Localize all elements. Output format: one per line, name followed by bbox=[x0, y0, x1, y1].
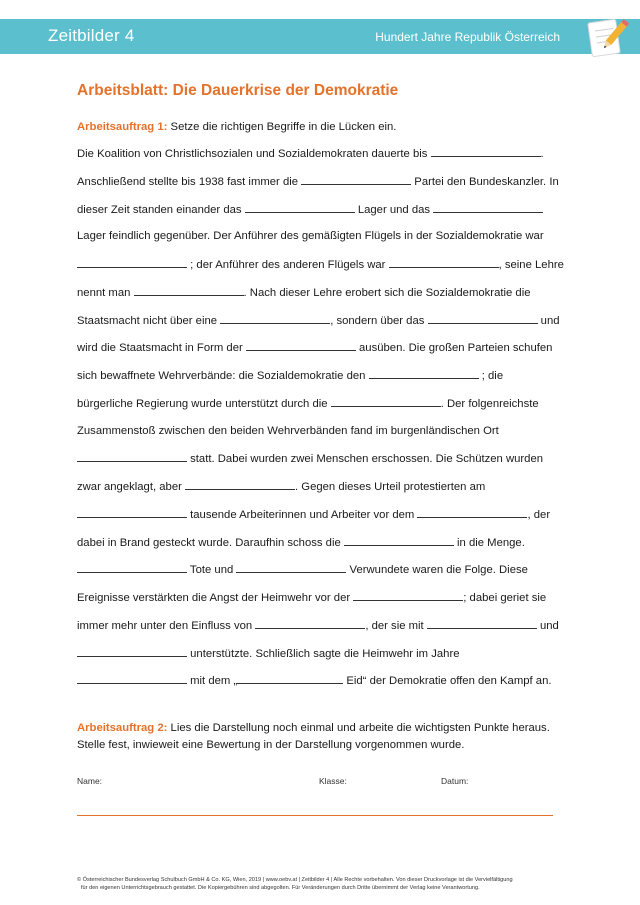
blank-field[interactable] bbox=[237, 671, 343, 684]
text-segment: nennt man bbox=[77, 286, 134, 299]
task2 bbox=[77, 720, 567, 754]
class-label: Klasse: bbox=[319, 776, 347, 786]
blank-field[interactable] bbox=[77, 449, 187, 462]
text-segment: Ereignisse verstärkten die Angst der Heimwehr vor der bbox=[77, 592, 354, 604]
text-line bbox=[77, 671, 567, 699]
blank-field[interactable] bbox=[77, 255, 187, 268]
blank-field[interactable] bbox=[417, 505, 527, 518]
header-title: Zeitbilder 4 bbox=[48, 26, 135, 45]
text-segment: und bbox=[536, 619, 559, 632]
blank-field[interactable] bbox=[427, 616, 537, 629]
blank-field[interactable] bbox=[236, 560, 346, 573]
text-segment: statt. Dabei wurden zwei Menschen erschossen. Die Schützen wurden bbox=[187, 453, 544, 466]
text-segment: in die Menge. bbox=[453, 536, 525, 549]
text-segment: wird die Staatsmacht in Form der bbox=[77, 342, 246, 355]
task1 bbox=[77, 118, 396, 136]
text-line bbox=[77, 283, 567, 311]
text-segment: tausende Arbeiterinnen und Arbeiter vor dem bbox=[187, 508, 418, 521]
text-line bbox=[77, 616, 567, 644]
blank-field[interactable] bbox=[246, 338, 356, 351]
text-segment: Zusammenstoß zwischen den beiden Wehrverbänden fand im burgenländischen Ort bbox=[77, 424, 499, 437]
blank-field[interactable] bbox=[77, 644, 187, 657]
task1-text: Setze die richtigen Begriffe in die Lücken ein. bbox=[167, 121, 397, 133]
text-segment: . Der folgenreichste bbox=[440, 397, 539, 410]
text-segment: Anschließend stellte bis 1938 fast immer die bbox=[77, 175, 302, 188]
date-label: Datum: bbox=[441, 776, 469, 786]
text-segment: ; dabei geriet sie bbox=[463, 592, 547, 604]
text-segment: , der sie mit bbox=[365, 619, 427, 632]
text-segment: , sondern über das bbox=[330, 314, 428, 327]
blank-field[interactable] bbox=[433, 200, 543, 213]
text-line bbox=[77, 172, 567, 200]
text-segment: Partei den Bundeskanzler. In bbox=[411, 175, 559, 188]
text-line bbox=[77, 644, 567, 672]
blank-field[interactable] bbox=[344, 533, 454, 546]
blank-field[interactable] bbox=[245, 200, 355, 213]
text-line bbox=[77, 338, 567, 366]
text-line bbox=[77, 366, 567, 394]
header-subtitle: Hundert Jahre Republik Österreich bbox=[375, 30, 560, 44]
task1-label: Arbeitsauftrag 1: bbox=[77, 121, 168, 133]
footer-line-1: © Österreichischer Bundesverlag Schulbuch GmbH & Co. KG, Wien, 2019 | www.oebv.at | Zeitbilder 4 | Alle Rechte vorbehalten. Von dieser Druckvorlage ist die Vervielfältigung bbox=[77, 877, 513, 883]
text-segment: ausüben. Die großen Parteien schufen bbox=[355, 342, 553, 355]
blank-field[interactable] bbox=[185, 477, 295, 490]
blank-field[interactable] bbox=[77, 671, 187, 684]
text-line bbox=[77, 200, 567, 228]
blank-field[interactable] bbox=[220, 311, 330, 324]
signature-line[interactable] bbox=[77, 815, 553, 816]
header-bar bbox=[0, 19, 640, 54]
blank-field[interactable] bbox=[331, 394, 441, 407]
blank-field[interactable] bbox=[369, 366, 479, 379]
text-segment: Tote und bbox=[187, 564, 237, 577]
text-segment: zwar angeklagt, aber bbox=[77, 481, 186, 493]
text-line bbox=[77, 227, 567, 255]
blank-field[interactable] bbox=[77, 560, 187, 573]
blank-field[interactable] bbox=[428, 311, 538, 324]
text-segment: . Gegen dieses Urteil protestierten am bbox=[295, 481, 486, 493]
text-line bbox=[77, 449, 567, 477]
text-segment: bürgerliche Regierung wurde unterstützt durch die bbox=[77, 397, 331, 410]
footer-copyright bbox=[77, 876, 577, 892]
text-segment: , seine Lehre bbox=[498, 259, 564, 271]
text-line bbox=[77, 533, 567, 561]
page-title: Arbeitsblatt: Die Dauerkrise der Demokratie bbox=[77, 82, 399, 99]
blank-field[interactable] bbox=[431, 144, 541, 157]
text-line bbox=[77, 394, 567, 422]
text-line bbox=[77, 588, 567, 616]
text-line bbox=[77, 560, 567, 588]
footer-line-2: für den eigenen Unterrichtsgebrauch gestattet. Die Kopiergebühren sind abgegolten. Für Veränderungen durch Dritte übernimmt der Verlag keine Verantwortung. bbox=[81, 885, 480, 891]
text-line bbox=[77, 477, 567, 505]
blank-field[interactable] bbox=[301, 172, 411, 185]
text-line bbox=[77, 311, 567, 339]
text-segment: dabei in Brand gesteckt wurde. Daraufhin schoss die bbox=[77, 536, 344, 549]
blank-field[interactable] bbox=[353, 588, 463, 601]
text-segment: Verwundete waren die Folge. Diese bbox=[346, 564, 528, 577]
text-segment: . bbox=[540, 148, 544, 160]
text-segment: , der bbox=[527, 508, 551, 521]
blank-field[interactable] bbox=[255, 616, 365, 629]
text-segment: . Nach dieser Lehre erobert sich die Sozialdemokratie die bbox=[243, 286, 531, 299]
blank-field[interactable] bbox=[77, 505, 187, 518]
text-line bbox=[77, 144, 567, 172]
text-segment: dieser Zeit standen einander das bbox=[77, 203, 245, 216]
text-line bbox=[77, 255, 567, 283]
text-segment: sich bewaffnete Wehrverbände: die Sozialdemokratie den bbox=[77, 370, 369, 382]
blank-field[interactable] bbox=[389, 255, 499, 268]
notepad-pencil-icon bbox=[584, 13, 630, 59]
text-segment: unterstützte. Schließlich sagte die Heimwehr im Jahre bbox=[187, 647, 460, 660]
name-label: Name: bbox=[77, 776, 103, 786]
cloze-text bbox=[77, 144, 567, 699]
text-segment: Eid“ der Demokratie offen den Kampf an. bbox=[343, 675, 552, 688]
task2-text: Lies die Darstellung noch einmal und arbeite die wichtigsten Punkte heraus. Stelle fest, inwieweit eine Bewertung in der Darstellung vorgenommen wurde. bbox=[77, 722, 550, 751]
text-line bbox=[77, 422, 567, 450]
text-segment: und bbox=[537, 314, 560, 327]
text-segment: mit dem „ bbox=[187, 675, 238, 688]
task2-label: Arbeitsauftrag 2: bbox=[77, 722, 168, 734]
text-segment: ; der Anführer des anderen Flügels war bbox=[187, 259, 389, 271]
text-segment: Die Koalition von Christlichsozialen und Sozialdemokraten dauerte bis bbox=[77, 148, 431, 160]
text-segment: Lager feindlich gegenüber. Der Anführer des gemäßigten Flügels in der Sozialdemokratie war bbox=[77, 230, 544, 243]
text-segment: Staatsmacht nicht über eine bbox=[77, 314, 221, 327]
text-segment: ; die bbox=[478, 370, 504, 382]
text-line bbox=[77, 505, 567, 533]
text-segment: immer mehr unter den Einfluss von bbox=[77, 619, 256, 632]
text-segment: Lager und das bbox=[354, 203, 434, 216]
blank-field[interactable] bbox=[134, 283, 244, 296]
